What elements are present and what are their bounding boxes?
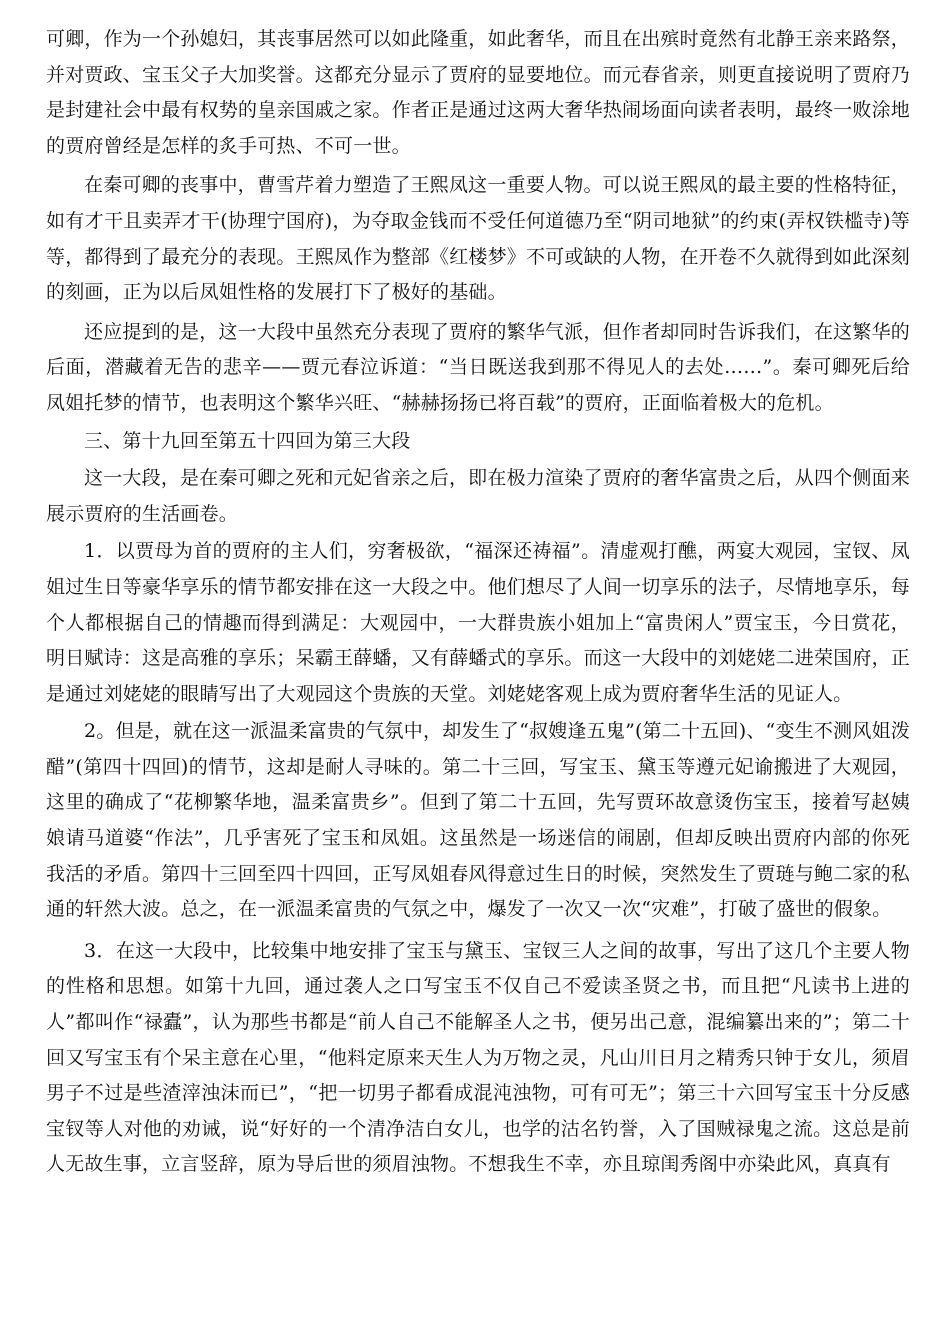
- document-page: [46, 0, 910, 1183]
- paragraph-wang-xifeng: 在秦可卿的丧事中，曹雪芹着力塑造了王熙凤这一重要人物。可以说王熙凤的最主要的性格特征，如有才干且卖弄才干(协理宁国府)，为夺取金钱而不受任何道德乃至“阴司地狱”的约束(弄权铁槛寺)等等，都得到了最充分的表现。王熙凤作为整部《红楼梦》不可或缺的人物，在开卷不久就得到如此深刻的刻画，正为以后凤姐性格的发展打下了极好的基础。: [46, 174, 911, 304]
- paragraph-continuation: 可卿，作为一个孙媳妇，其丧事居然可以如此隆重，如此奢华，而且在出殡时竟然有北静王亲来路祭，并对贾政、宝玉父子大加奖誉。这都充分显示了贾府的显要地位。而元春省亲，则更直接说明了贾府乃是封建社会中最有权势的皇亲国戚之家。作者正是通过这两大奢华热闹场面向读者表明，最终一败涂地的贾府曾经是怎样的炙手可热、不可一世。: [46, 28, 911, 157]
- section-heading-third-part: 三、第十九回至第五十四回为第三大段: [84, 429, 411, 452]
- paragraph-point-3: 3．在这一大段中，比较集中地安排了宝玉与黛玉、宝钗三人之间的故事，写出了这几个主要人物的性格和思想。如第十九回，通过袭人之口写宝玉不仅自己不爱读圣贤之书，而且把“凡读书上进的人”都叫作“禄蠹”，认为那些书都是“前人自己不能解圣人之书，便另出己意，混编纂出来的”；第二十回又写宝玉有个呆主意在心里，“他料定原来天生人为万物之灵，凡山川日月之精秀只钟于女儿，须眉男子不过是些渣滓浊沫而已”，“把一切男子都看成混沌浊物，可有可无”；第三十六回写宝玉十分反感宝钗等人对他的劝诫，说“好好的一个清净洁白女儿，也学的沽名钓誉，入了国贼禄鬼之流。这总是前人无故生事，立言竖辞，原为导后世的须眉浊物。不想我生不幸，亦且琼闺秀阁中亦染此风，真真有: [46, 939, 910, 1176]
- paragraph-third-part-intro: 这一大段，是在秦可卿之死和元妃省亲之后，即在极力渲染了贾府的奢华富贵之后，从四个侧面来展示贾府的生活画卷。: [46, 467, 910, 525]
- paragraph-point-1: 1．以贾母为首的贾府的主人们，穷奢极欲，“福深还祷福”。清虚观打醮，两宴大观园，宝钗、凤姐过生日等豪华享乐的情节都安排在这一大段之中。他们想尽了人间一切享乐的法子，尽情地享乐，每个人都根据自己的情趣而得到满足：大观园中，一大群贵族小姐加上“富贵闲人”贾宝玉，今日赏花，明日赋诗：这是高雅的享乐；呆霸王薛蟠，又有薛蟠式的享乐。而这一大段中的刘姥姥二进荣国府，正是通过刘姥姥的眼睛写出了大观园这个贵族的天堂。刘姥姥客观上成为贾府奢华生活的见证人。: [46, 540, 911, 705]
- paragraph-hidden-crisis: 还应提到的是，这一大段中虽然充分表现了贾府的繁华气派，但作者却同时告诉我们，在这繁华的后面，潜藏着无告的悲辛——贾元春泣诉道：“当日既送我到那不得见人的去处……”。秦可卿死后给凤姐托梦的情节，也表明这个繁华兴旺、“赫赫扬扬已将百载”的贾府，正面临着极大的危机。: [46, 320, 910, 414]
- paragraph-point-2: 2。但是，就在这一派温柔富贵的气氛中，却发生了“叔嫂逢五鬼”(第二十五回)、“变生不测风姐泼醋”(第四十四回)的情节，这却是耐人寻味的。第二十三回，写宝玉、黛玉等遵元妃谕搬进了大观园，这里的确成了“花柳繁华地，温柔富贵乡”。但到了第二十五回，先写贾环故意烫伤宝玉，接着写赵姨娘请马道婆“作法”，几乎害死了宝玉和凤姐。这虽然是一场迷信的闹剧，但却反映出贾府内部的你死我活的矛盾。第四十三回至四十四回，正写凤姐春风得意过生日的时候，突然发生了贾琏与鲍二家的私通的轩然大波。总之，在一派温柔富贵的气氛之中，爆发了一次又一次“灾难”，打破了盛世的假象。: [46, 720, 911, 921]
